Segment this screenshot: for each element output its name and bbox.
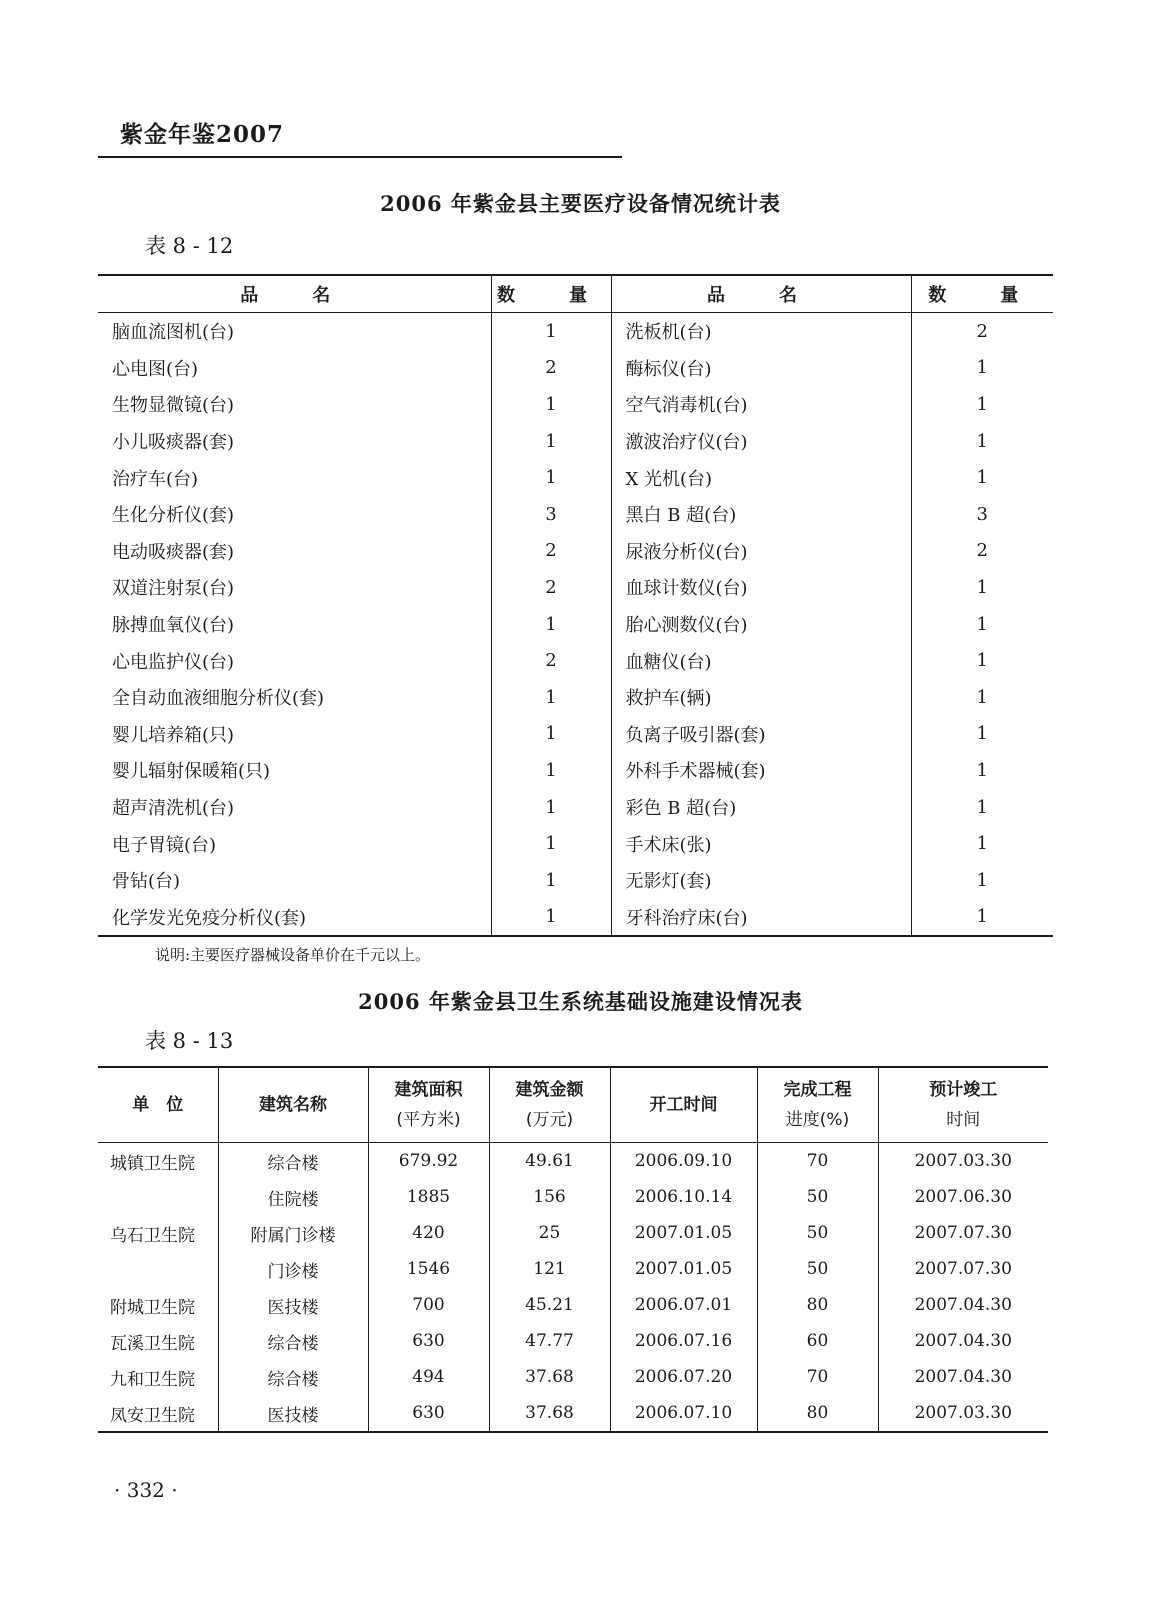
- infrastructure-table: [98, 1066, 1048, 1433]
- area-cell: 679.92: [368, 1143, 489, 1180]
- table2-header-cell: [218, 1067, 368, 1143]
- running-head: 紫金年鉴2007: [120, 121, 285, 148]
- area-cell: 1885: [368, 1179, 489, 1215]
- table2-header-cell: [757, 1067, 878, 1143]
- building-name-cell: 综合楼: [218, 1143, 368, 1180]
- amount-cell: 37.68: [489, 1359, 610, 1395]
- table-row: [98, 313, 1053, 350]
- equipment-name-cell: 电动吸痰器(套): [98, 533, 491, 570]
- equipment-name-cell: 无影灯(套): [611, 862, 911, 899]
- table2-header-row: [98, 1067, 1048, 1143]
- quantity-cell: 2: [976, 540, 988, 562]
- quantity-cell: 1: [491, 716, 611, 753]
- medical-equipment-table: [98, 274, 1053, 937]
- table-row: [98, 350, 1053, 387]
- table-row: [98, 1287, 1048, 1323]
- quantity-cell: 3: [491, 496, 611, 533]
- table2-header-cell: [610, 1067, 757, 1143]
- equipment-name-cell: 血球计数仪(台): [611, 569, 911, 606]
- equipment-name-cell: 小儿吸痰器(套): [98, 423, 491, 460]
- equipment-name-cell: 治疗车(台): [98, 459, 491, 496]
- header-line: (平方米): [396, 1110, 461, 1130]
- equipment-name-cell: 牙科治疗床(台): [611, 899, 911, 937]
- equipment-name-cell: 负离子吸引器(套): [611, 716, 911, 753]
- table-row: [98, 533, 1053, 570]
- equipment-name-cell: 生物显微镜(台): [98, 386, 491, 423]
- building-name-cell: 医技楼: [218, 1395, 368, 1432]
- amount-cell: 49.61: [489, 1143, 610, 1180]
- table2-title: 2006 年紫金县卫生系统基础设施建设情况表: [358, 989, 803, 1014]
- table-row: [98, 1143, 1048, 1180]
- header-quantity-2: 数 量: [911, 275, 1053, 313]
- building-name-cell: 医技楼: [218, 1287, 368, 1323]
- table2-header-cell: [878, 1067, 1048, 1143]
- quantity-cell: 2: [976, 320, 988, 342]
- quantity-cell: 1: [976, 430, 988, 452]
- completion-date-cell: 2007.04.30: [914, 1367, 1012, 1387]
- table-row: [98, 386, 1053, 423]
- start-date-cell: 2006.07.01: [610, 1287, 757, 1323]
- amount-cell: 156: [489, 1179, 610, 1215]
- quantity-cell: 1: [491, 606, 611, 643]
- quantity-cell: 1: [976, 613, 988, 635]
- quantity-cell: 1: [491, 825, 611, 862]
- header-line: 时间: [946, 1110, 981, 1130]
- progress-cell: 50: [757, 1215, 878, 1251]
- start-date-cell: 2006.07.16: [610, 1323, 757, 1359]
- progress-cell: 60: [757, 1323, 878, 1359]
- equipment-name-cell: X 光机(台): [611, 459, 911, 496]
- table1-label: 表 8 - 12: [145, 234, 234, 258]
- amount-cell: 47.77: [489, 1323, 610, 1359]
- amount-cell: 25: [489, 1215, 610, 1251]
- quantity-cell: 2: [491, 350, 611, 387]
- table-row: [98, 862, 1053, 899]
- header-line: 建筑金额: [515, 1080, 584, 1100]
- equipment-name-cell: 超声清洗机(台): [98, 789, 491, 826]
- table-row: [98, 1359, 1048, 1395]
- header-item-name-2: 品 名: [611, 275, 911, 313]
- start-date-cell: 2006.10.14: [610, 1179, 757, 1215]
- table-row: [98, 1395, 1048, 1432]
- quantity-cell: 1: [491, 679, 611, 716]
- area-cell: 630: [368, 1323, 489, 1359]
- equipment-name-cell: 胎心测数仪(台): [611, 606, 911, 643]
- progress-cell: 80: [757, 1287, 878, 1323]
- header-line: 开工时间: [649, 1095, 718, 1115]
- equipment-name-cell: 空气消毒机(台): [611, 386, 911, 423]
- equipment-name-cell: 救护车(辆): [611, 679, 911, 716]
- completion-date-cell: 2007.04.30: [914, 1331, 1012, 1351]
- start-date-cell: 2006.07.10: [610, 1395, 757, 1432]
- equipment-name-cell: 骨钻(台): [98, 862, 491, 899]
- table-row: [98, 825, 1053, 862]
- equipment-name-cell: 血糖仪(台): [611, 642, 911, 679]
- amount-cell: 45.21: [489, 1287, 610, 1323]
- table-row: [98, 899, 1053, 937]
- equipment-name-cell: 手术床(张): [611, 825, 911, 862]
- equipment-name-cell: 双道注射泵(台): [98, 569, 491, 606]
- quantity-cell: 1: [976, 833, 988, 855]
- unit-cell: 九和卫生院: [98, 1359, 218, 1395]
- quantity-cell: 2: [491, 569, 611, 606]
- unit-cell: 瓦溪卫生院: [98, 1323, 218, 1359]
- quantity-cell: 1: [976, 576, 988, 598]
- table1-body: [98, 313, 1053, 937]
- equipment-name-cell: 彩色 B 超(台): [611, 789, 911, 826]
- building-name-cell: 门诊楼: [218, 1251, 368, 1287]
- equipment-name-cell: 黑白 B 超(台): [611, 496, 911, 533]
- table-row: [98, 1251, 1048, 1287]
- building-name-cell: 综合楼: [218, 1359, 368, 1395]
- quantity-cell: 1: [976, 357, 988, 379]
- equipment-name-cell: 化学发光免疫分析仪(套): [98, 899, 491, 937]
- equipment-name-cell: 婴儿培养箱(只): [98, 716, 491, 753]
- table2-header-cell: [489, 1067, 610, 1143]
- quantity-cell: 1: [491, 386, 611, 423]
- completion-date-cell: 2007.03.30: [914, 1403, 1012, 1423]
- completion-date-cell: 2007.04.30: [914, 1295, 1012, 1315]
- equipment-name-cell: 电子胃镜(台): [98, 825, 491, 862]
- table1-title: 2006 年紫金县主要医疗设备情况统计表: [380, 191, 781, 216]
- equipment-name-cell: 心电监护仪(台): [98, 642, 491, 679]
- header-quantity-1: 数 量: [491, 275, 611, 313]
- amount-cell: 121: [489, 1251, 610, 1287]
- equipment-name-cell: 尿液分析仪(台): [611, 533, 911, 570]
- quantity-cell: 1: [491, 313, 611, 350]
- equipment-name-cell: 心电图(台): [98, 350, 491, 387]
- building-name-cell: 附属门诊楼: [218, 1215, 368, 1251]
- building-name-cell: 住院楼: [218, 1179, 368, 1215]
- table1-header-row: [98, 275, 1053, 313]
- table-row: [98, 1179, 1048, 1215]
- table-row: [98, 496, 1053, 533]
- equipment-name-cell: 生化分析仪(套): [98, 496, 491, 533]
- start-date-cell: 2007.01.05: [610, 1215, 757, 1251]
- progress-cell: 50: [757, 1251, 878, 1287]
- area-cell: 420: [368, 1215, 489, 1251]
- table-row: [98, 789, 1053, 826]
- unit-cell: 城镇卫生院: [98, 1143, 218, 1180]
- progress-cell: 80: [757, 1395, 878, 1432]
- quantity-cell: 1: [976, 906, 988, 928]
- area-cell: 630: [368, 1395, 489, 1432]
- table-row: [98, 752, 1053, 789]
- quantity-cell: 1: [976, 869, 988, 891]
- building-name-cell: 综合楼: [218, 1323, 368, 1359]
- header-line: 进度(%): [785, 1110, 850, 1130]
- start-date-cell: 2006.09.10: [610, 1143, 757, 1180]
- quantity-cell: 1: [976, 796, 988, 818]
- table2-body: [98, 1143, 1048, 1433]
- quantity-cell: 2: [491, 533, 611, 570]
- header-item-name-1: 品 名: [98, 275, 491, 313]
- quantity-cell: 1: [491, 459, 611, 496]
- header-line: 建筑名称: [259, 1095, 327, 1115]
- start-date-cell: 2006.07.20: [610, 1359, 757, 1395]
- area-cell: 1546: [368, 1251, 489, 1287]
- quantity-cell: 1: [491, 789, 611, 826]
- table-row: [98, 716, 1053, 753]
- table-row: [98, 1215, 1048, 1251]
- progress-cell: 50: [757, 1179, 878, 1215]
- quantity-cell: 3: [976, 503, 988, 525]
- completion-date-cell: 2007.03.30: [914, 1151, 1012, 1171]
- quantity-cell: 1: [976, 650, 988, 672]
- table-row: [98, 569, 1053, 606]
- area-cell: 494: [368, 1359, 489, 1395]
- table-row: [98, 1323, 1048, 1359]
- progress-cell: 70: [757, 1143, 878, 1180]
- unit-cell: [98, 1251, 218, 1287]
- table1-note: 说明:主要医疗器械设备单价在千元以上。: [155, 946, 431, 964]
- quantity-cell: 1: [491, 862, 611, 899]
- equipment-name-cell: 外科手术器械(套): [611, 752, 911, 789]
- equipment-name-cell: 婴儿辐射保暖箱(只): [98, 752, 491, 789]
- quantity-cell: 2: [491, 642, 611, 679]
- header-line: (万元): [525, 1110, 574, 1130]
- unit-cell: 附城卫生院: [98, 1287, 218, 1323]
- header-line: 建筑面积: [394, 1080, 463, 1100]
- quantity-cell: 1: [976, 467, 988, 489]
- progress-cell: 70: [757, 1359, 878, 1395]
- completion-date-cell: 2007.06.30: [914, 1187, 1012, 1207]
- table-row: [98, 423, 1053, 460]
- equipment-name-cell: 全自动血液细胞分析仪(套): [98, 679, 491, 716]
- completion-date-cell: 2007.07.30: [914, 1259, 1012, 1279]
- table2-header-cell: [98, 1067, 218, 1143]
- area-cell: 700: [368, 1287, 489, 1323]
- header-line: 完成工程: [783, 1080, 852, 1100]
- table2-label: 表 8 - 13: [145, 1029, 234, 1053]
- table2-header-cell: [368, 1067, 489, 1143]
- start-date-cell: 2007.01.05: [610, 1251, 757, 1287]
- quantity-cell: 1: [976, 759, 988, 781]
- quantity-cell: 1: [491, 899, 611, 937]
- quantity-cell: 1: [491, 423, 611, 460]
- quantity-cell: 1: [976, 393, 988, 415]
- header-rule: [98, 156, 622, 158]
- unit-cell: 凤安卫生院: [98, 1395, 218, 1432]
- unit-cell: [98, 1179, 218, 1215]
- equipment-name-cell: 洗板机(台): [611, 313, 911, 350]
- equipment-name-cell: 脉搏血氧仪(台): [98, 606, 491, 643]
- unit-cell: 乌石卫生院: [98, 1215, 218, 1251]
- table-row: [98, 642, 1053, 679]
- quantity-cell: 1: [976, 686, 988, 708]
- table-row: [98, 606, 1053, 643]
- quantity-cell: 1: [976, 723, 988, 745]
- table-row: [98, 459, 1053, 496]
- equipment-name-cell: 脑血流图机(台): [98, 313, 491, 350]
- header-line: 预计竣工: [929, 1080, 998, 1100]
- table-row: [98, 679, 1053, 716]
- completion-date-cell: 2007.07.30: [914, 1223, 1012, 1243]
- page-number: · 332 ·: [114, 1478, 178, 1502]
- quantity-cell: 1: [491, 752, 611, 789]
- header-line: 单 位: [132, 1095, 184, 1115]
- equipment-name-cell: 酶标仪(台): [611, 350, 911, 387]
- equipment-name-cell: 激波治疗仪(台): [611, 423, 911, 460]
- amount-cell: 37.68: [489, 1395, 610, 1432]
